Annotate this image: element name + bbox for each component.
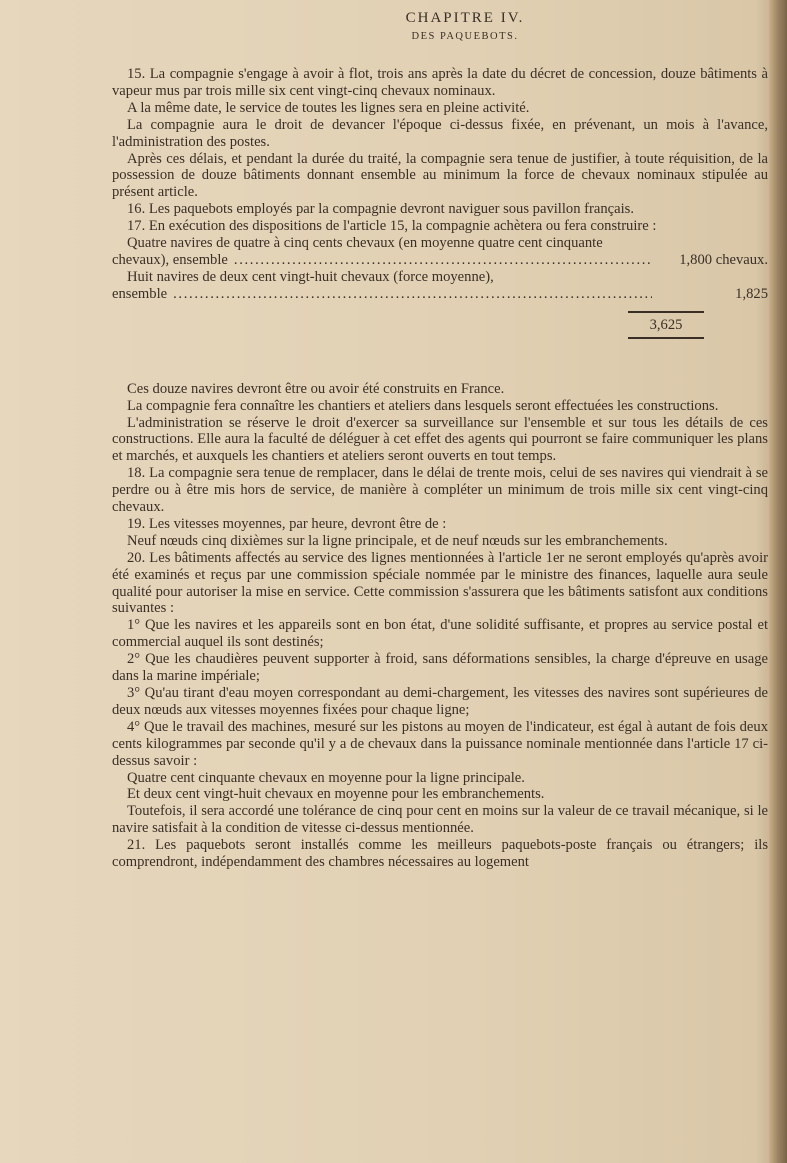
paragraph: Après ces délais, et pendant la durée du traité, la compagnie sera tenue de justifier, à toute réquisition, de la possession de douze bâtiments donnant ensemble au minimum la force de chevaux nominaux stipulée au présent article.	[112, 150, 768, 201]
item-line: Quatre navires de quatre à cinq cents chevaux (en moyenne quatre cent cinquante	[127, 235, 603, 252]
page-edge	[769, 0, 787, 1163]
item-row	[112, 286, 768, 303]
chapter-heading: CHAPITRE IV.	[405, 10, 525, 26]
dot-leader	[173, 286, 652, 303]
spacer	[112, 353, 768, 381]
paragraph: L'administration se réserve le droit d'exercer sa surveillance sur l'ensemble et sur tous les détails de ces constructions. Elle aura la faculté de déléguer à cet effet des agents qui pourront se faire communiquer les plans et marchés, et auxquels les chantiers et ateliers seront ouverts en tout temps.	[112, 414, 768, 465]
item-row	[112, 252, 768, 269]
item-amount: 1,800 chevaux.	[679, 251, 768, 268]
paragraph: Neuf nœuds cinq dixièmes sur la ligne principale, et de neuf nœuds sur les embranchements.	[127, 532, 668, 549]
paragraph: 1° Que les navires et les appareils sont en bon état, d'une solidité suffisante, et propres au service postal et commercial auquel ils sont destinés;	[112, 617, 768, 651]
paragraph: 17. En exécution des dispositions de l'article 15, la compagnie achètera ou fera construire :	[127, 218, 657, 235]
total-block	[112, 303, 768, 353]
paragraph: La compagnie fera connaître les chantiers et ateliers dans lesquels seront effectuées les constructions.	[127, 397, 719, 414]
paragraph: Et deux cent vingt-huit chevaux en moyenne pour les embranchements.	[127, 786, 545, 803]
total-rule	[628, 311, 704, 313]
paragraph: Ces douze navires devront être ou avoir été construits en France.	[127, 380, 505, 397]
paragraph: 19. Les vitesses moyennes, par heure, devront être de :	[127, 515, 447, 532]
item-line: Huit navires de deux cent vingt-huit chevaux (force moyenne),	[127, 268, 494, 285]
item-amount: 1,825	[735, 285, 768, 302]
paragraph: 16. Les paquebots employés par la compagnie devront naviguer sous pavillon français.	[127, 201, 634, 218]
paragraph: Quatre cent cinquante chevaux en moyenne pour la ligne principale.	[127, 769, 525, 786]
text-block	[112, 8, 768, 871]
paragraph: 15. La compagnie s'engage à avoir à flot, trois ans après la date du décret de concession, douze bâtiments à vapeur mus par trois mille six cent vingt-cinq chevaux nominaux.	[112, 66, 768, 99]
paragraph: 4° Que le travail des machines, mesuré sur les pistons au moyen de l'indicateur, est égal à autant de fois deux cents kilogrammes par seconde qu'il y a de chevaux dans la puissance nominale mentionnée dans l'article 17 ci-dessus savoir :	[112, 718, 768, 769]
paragraph: 18. La compagnie sera tenue de remplacer, dans le délai de trente mois, celui de ses navires qui viendrait à se perdre ou à être mis hors de service, de manière à compléter un minimum de trois mille six cent vingt-cinq chevaux.	[112, 465, 768, 516]
item-label: ensemble	[112, 285, 168, 302]
paragraph: 3° Qu'au tirant d'eau moyen correspondant au demi-chargement, les vitesses des navires sont supérieures de deux nœuds aux vitesses moyennes fixées pour chaque ligne;	[112, 685, 768, 718]
paragraph: 20. Les bâtiments affectés au service des lignes mentionnées à l'article 1er ne seront employés qu'après avoir été examinés et reçus par une commission spéciale nommée par le ministre des finances, laquelle aura seule qualité pour autoriser la mise en service. Cette commission s'assurera que les bâtiments satisfont aux conditions suivantes :	[112, 549, 768, 617]
paragraph: La compagnie aura le droit de devancer l'époque ci-dessus fixée, en prévenant, un mois à l'avance, l'administration des postes.	[112, 116, 768, 150]
paragraph: 21. Les paquebots seront installés comme les meilleurs paquebots-poste français ou étrangers; ils comprendront, indépendamment des chambres nécessaires au logement	[112, 837, 768, 871]
paragraph: 2° Que les chaudières peuvent supporter à froid, sans déformations sensibles, la charge d'épreuve en usage dans la marine impériale;	[112, 651, 768, 685]
paragraph: Toutefois, il sera accordé une tolérance de cinq pour cent en moins sur la valeur de ce travail mécanique, si le navire satisfait à la condition de vitesse ci-dessus mentionnée.	[112, 803, 768, 837]
dot-leader	[234, 252, 652, 269]
total-rule	[628, 337, 704, 339]
section-heading: DES PAQUEBOTS.	[411, 31, 519, 42]
paragraph: A la même date, le service de toutes les lignes sera en pleine activité.	[127, 99, 530, 116]
total-value: 3,625	[649, 316, 683, 333]
item-label: chevaux), ensemble	[112, 251, 228, 268]
